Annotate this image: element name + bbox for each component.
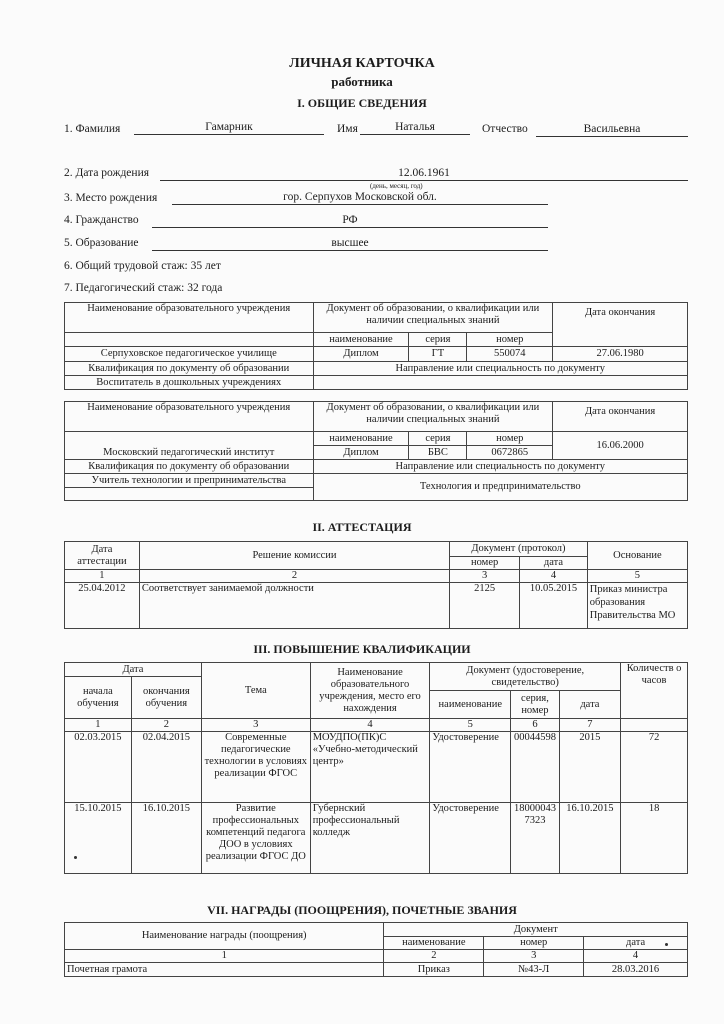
scan-speck [74,856,77,859]
col-number: 2 [131,719,201,732]
aw-header-award: Наименование награды (поощрения) [65,923,384,950]
tr-header-date: Дата [65,663,202,677]
edu-header-doc-name: наименование [313,432,409,446]
att-header-document: Документ (протокол) [450,542,588,557]
edu-qualification: Воспитатель в дошкольных учреждениях [65,376,314,390]
section-awards-title: VII. НАГРАДЫ (ПООЩРЕНИЯ), ПОЧЕТНЫЕ ЗВАНИЯ [207,903,517,917]
edu-header-doc-name: наименование [313,333,409,347]
name-field: Наталья [360,120,470,135]
edu-header-specialty: Направление или специальность по документу [313,362,687,376]
aw-header-number: номер [484,937,584,950]
aw-award: Почетная грамота [65,963,384,977]
edu-header-document: Документ об образовании, о квалификации или наличии специальных знаний [313,402,553,432]
tr-doc-name: Удостоверение [430,732,511,803]
birthdate-field: 12.06.1961 [160,166,688,181]
edu-end-date: 27.06.1980 [553,347,688,362]
tr-topic: Развитие профессиональных компетенций педагога ДОО в условиях реализации ФГОС ДО [201,803,310,874]
card-title: ЛИЧНАЯ КАРТОЧКА [289,56,435,71]
att-decision: Соответствует занимаемой должности [139,583,449,629]
table-row [65,474,688,488]
col-number: 1 [65,950,384,963]
training-table [64,662,688,874]
tr-hours: 72 [621,732,688,803]
edu-header-institution: Наименование образовательного учреждения [65,303,314,333]
education-label: 5. Образование [64,237,139,249]
col-number: 1 [65,719,132,732]
tr-start: 15.10.2015 [65,803,132,874]
tr-header-document: Документ (удостоверение, свидетельство) [430,663,621,691]
edu-doc-name: Диплом [313,347,409,362]
tr-start: 02.03.2015 [65,732,132,803]
education-table-1 [64,302,688,390]
birthplace-label: 3. Место рождения [64,192,158,204]
aw-header-document: Документ [384,923,688,937]
scan-speck [665,943,668,946]
tr-doc-date: 16.10.2015 [559,803,620,874]
teaching-experience: 7. Педагогический стаж: 32 года [64,282,223,294]
edu-institution: Серпуховское педагогическое училище [65,347,314,362]
education-field: высшее [152,236,548,251]
edu-header-series: серия [409,432,467,446]
edu-number: 0672865 [467,446,553,460]
col-number: 3 [201,719,310,732]
col-number: 7 [559,719,620,732]
surname-label: 1. Фамилия [64,123,121,135]
col-number: 5 [587,570,687,583]
att-doc-date: 10.05.2015 [520,583,588,629]
att-header-date: Дата аттестации [65,542,140,570]
att-header-decision: Решение комиссии [139,542,449,570]
edu-header-number: номер [467,432,553,446]
section-general-title: I. ОБЩИЕ СВЕДЕНИЯ [297,96,427,110]
col-number: 2 [384,950,484,963]
attestation-table [64,541,688,629]
edu-series: БВС [409,446,467,460]
col-number: 6 [511,719,560,732]
aw-doc-name: Приказ [384,963,484,977]
education-table-2 [64,401,688,501]
citizenship-field: РФ [152,213,548,228]
table-row [65,803,688,874]
col-number: 2 [139,570,449,583]
col-number: 3 [484,950,584,963]
col-number: 3 [450,570,520,583]
col-number: 4 [520,570,588,583]
tr-header-institution: Наименование образовательного учреждения, место его нахождения [310,663,430,719]
col-number: 4 [584,950,688,963]
tr-header-series: серия, номер [511,691,560,719]
tr-end: 16.10.2015 [131,803,201,874]
att-basis: Приказ министра образования Правительства МО [587,583,687,629]
patronymic-field: Васильевна [536,122,688,137]
tr-header-hours: Количеств о часов [621,663,688,719]
surname-field: Гамарник [134,120,324,135]
tr-header-doc-name: наименование [430,691,511,719]
name-label: Имя [337,123,358,135]
edu-qualification: Учитель технологии и препринимательства [65,474,314,488]
aw-number: №43-Л [484,963,584,977]
tr-institution: МОУДПО(ПК)С «Учебно-методический центр» [310,732,430,803]
section-attestation-title: II. АТТЕСТАЦИЯ [312,520,412,534]
tr-hours: 18 [621,803,688,874]
table-row [65,347,688,362]
edu-doc-name: Диплом [313,446,409,460]
birthplace-field: гор. Серпухов Московской обл. [172,190,548,205]
tr-institution: Губернский профессиональный колледж [310,803,430,874]
edu-header-document: Документ об образовании, о квалификации или наличии специальных знаний [313,303,553,333]
table-row [65,963,688,977]
tr-series: 00044598 [511,732,560,803]
section-training-title: III. ПОВЫШЕНИЕ КВАЛИФИКАЦИИ [253,642,471,656]
edu-header-end-date: Дата окончания [553,303,688,347]
col-number: 4 [310,719,430,732]
col-number [621,719,688,732]
edu-number: 550074 [467,347,553,362]
edu-header-qualification: Квалификация по документу об образовании [65,362,314,376]
tr-header-doc-date: дата [559,691,620,719]
birthdate-hint: (день, месяц, год) [370,182,423,190]
total-experience: 6. Общий трудовой стаж: 35 лет [64,260,221,272]
citizenship-label: 4. Гражданство [64,214,139,226]
col-number: 1 [65,570,140,583]
patronymic-label: Отчество [482,123,528,135]
edu-specialty: Технология и предпринимательство [313,474,687,501]
awards-table [64,922,688,977]
tr-header-end: окончания обучения [131,677,201,719]
tr-header-topic: Тема [201,663,310,719]
tr-topic: Современные педагогические технологии в условиях реализации ФГОС [201,732,310,803]
tr-series: 180000437323 [511,803,560,874]
tr-doc-date: 2015 [559,732,620,803]
att-header-number: номер [450,557,520,570]
edu-header-specialty: Направление или специальность по документу [313,460,687,474]
edu-header-institution: Наименование образовательного учреждения [65,402,314,432]
att-header-basis: Основание [587,542,687,570]
table-row [65,583,688,629]
edu-header-number: номер [467,333,553,347]
att-header-doc-date: дата [520,557,588,570]
edu-institution: Московский педагогический институт [65,432,314,460]
aw-header-date: дата [584,937,688,950]
att-number: 2125 [450,583,520,629]
tr-end: 02.04.2015 [131,732,201,803]
att-date: 25.04.2012 [65,583,140,629]
edu-end-date: 16.06.2000 [553,432,688,460]
tr-doc-name: Удостоверение [430,803,511,874]
edu-specialty [313,376,687,390]
col-number: 5 [430,719,511,732]
edu-series: ГТ [409,347,467,362]
aw-date: 28.03.2016 [584,963,688,977]
card-subtitle: работника [331,74,393,89]
edu-header-end-date: Дата окончания [553,402,688,432]
birthdate-label: 2. Дата рождения [64,167,150,179]
tr-header-start: начала обучения [65,677,132,719]
table-row [65,376,688,390]
aw-header-doc-name: наименование [384,937,484,950]
edu-header-series: серия [409,333,467,347]
edu-header-qualification: Квалификация по документу об образовании [65,460,314,474]
table-row [65,732,688,803]
